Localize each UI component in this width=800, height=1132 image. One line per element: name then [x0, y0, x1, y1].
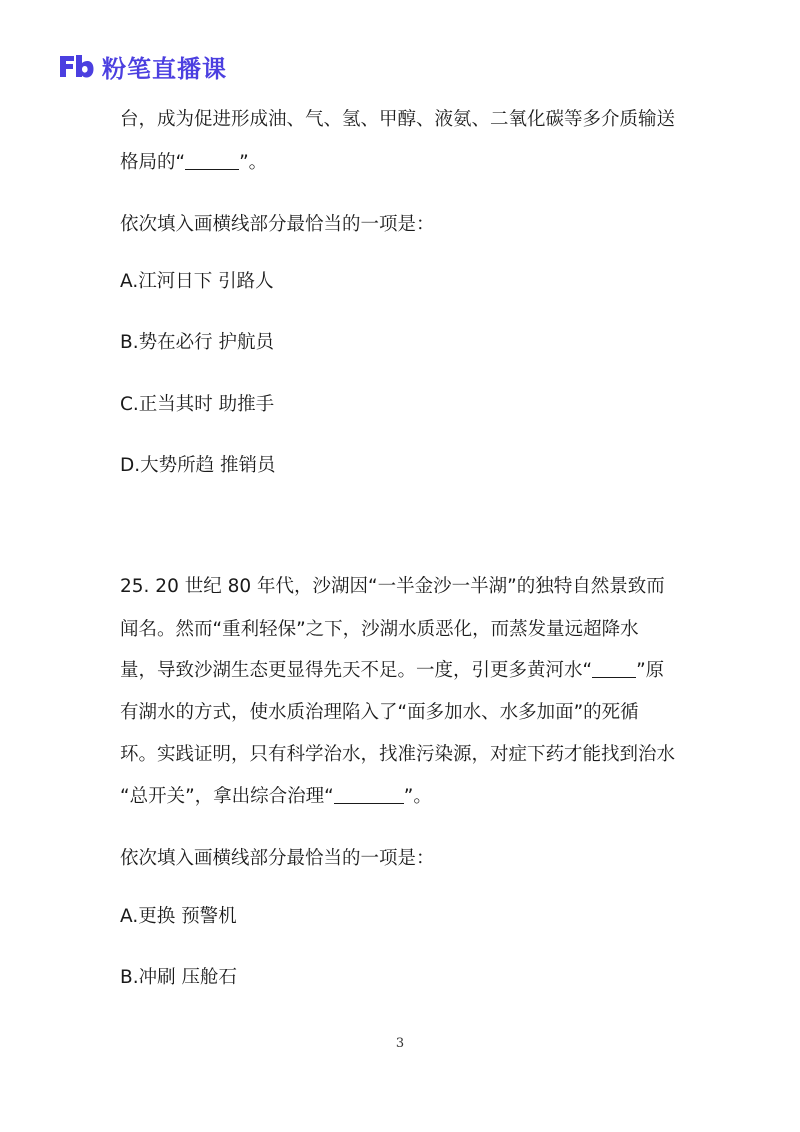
q25-option-b: B.冲刷 压舱石 [120, 967, 237, 988]
q25-stem-text: “总开关”，拿出综合治理“ [120, 786, 334, 807]
q24-option-c: C.正当其时 助推手 [120, 394, 275, 415]
page-header [58, 50, 227, 82]
q24-option-b: B.势在必行 护航员 [120, 332, 274, 353]
q25-stem-line-5: 环。实践证明，只有科学治水，找准污染源，对症下药才能找到治水 [120, 744, 676, 765]
brand-name: 粉笔直播课 [102, 54, 227, 83]
q25-stem-line-4: 有湖水的方式，使水质治理陷入了“面多加水、水多加面”的死循 [120, 702, 639, 723]
fill-blank [592, 659, 636, 678]
fill-blank [185, 151, 239, 170]
q24-option-d: D.大势所趋 推销员 [120, 455, 276, 476]
q24-stem-line-1: 台，成为促进形成油、气、氢、甲醇、液氨、二氧化碳等多介质输送 [120, 109, 676, 130]
q24-stem-text: ”。 [239, 152, 268, 173]
q24-stem-text: 格局的“ [120, 152, 186, 173]
q25-stem-line-1: 25. 20 世纪 80 年代，沙湖因“一半金沙一半湖”的独特自然景致而 [120, 576, 665, 597]
fill-blank [334, 785, 404, 804]
q24-stem-line-2 [120, 149, 267, 177]
fenbi-logo-icon [58, 51, 94, 81]
q25-option-a: A.更换 预警机 [120, 906, 237, 927]
q25-stem-text: ”。 [403, 786, 432, 807]
q25-stem-text: 量，导致沙湖生态更显得先天不足。一度，引更多黄河水“ [120, 660, 593, 681]
q24-prompt: 依次填入画横线部分最恰当的一项是： [120, 214, 435, 235]
q25-stem-line-2: 闻名。然而“重利轻保”之下，沙湖水质恶化，而蒸发量远超降水 [120, 619, 639, 640]
q25-stem-text: ”原 [636, 660, 665, 681]
q25-stem-line-3 [120, 657, 664, 685]
q24-option-a: A.江河日下 引路人 [120, 271, 274, 292]
q25-stem-line-6 [120, 783, 432, 811]
q25-prompt: 依次填入画横线部分最恰当的一项是： [120, 848, 435, 869]
page-number: 3 [395, 1036, 405, 1051]
